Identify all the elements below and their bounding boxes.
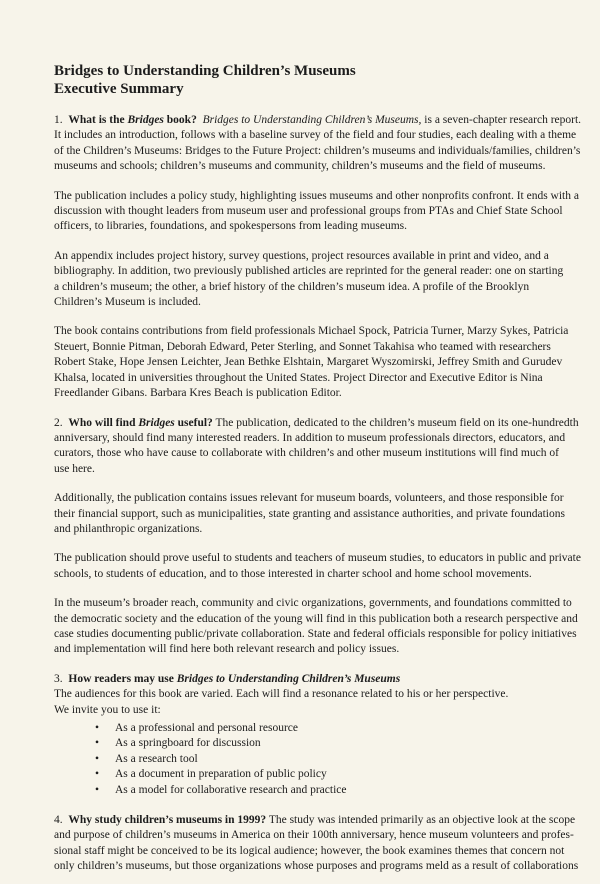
section-4-line-2: and purpose of children’s museums in America on their 100th anniversary, hence museum volunteers and profes-	[54, 829, 574, 842]
section-1-p3-line-2: bibliography. In addition, two previously published articles are reprinted for the general reader: one on starting	[54, 265, 564, 278]
list-item-text: As a research tool	[115, 752, 198, 765]
section-1-p4-line-2: Steuert, Bonnie Pitman, Deborah Edward, Peter Sterling, and Sonnet Takahisa who teamed with researchers	[54, 340, 551, 353]
document-content	[54, 62, 599, 875]
document-subtitle: Executive Summary	[54, 81, 184, 97]
section-1-p4-line-3: Robert Stake, Hope Jensen Leichter, Jean Bethke Elshtain, Margaret Wyszomirski, Jeffrey Smith and Gurudev	[54, 356, 563, 369]
section-2-p2-line-1: Additionally, the publication contains issues relevant for museum boards, volunteers, and those responsible for	[54, 492, 564, 505]
section-2-heading-part-b: Bridges	[138, 416, 175, 429]
section-2-p3-line-2: schools, to students of education, and to those interested in charter school and home school movements.	[54, 567, 532, 580]
section-1-p3-line-3: a children’s museum; the other, a brief history of the children’s museum idea. A profile of the Brooklyn	[54, 280, 530, 293]
section-1-p3-line-4: Children’s Museum is included.	[54, 296, 201, 309]
section-1-heading-part-a: What is the	[68, 114, 128, 126]
section-4-line-1	[54, 813, 599, 828]
list-item	[54, 767, 599, 782]
section-3-line-1: The audiences for this book are varied. Each will find a resonance related to his or her perspective.	[54, 688, 509, 701]
bullet-glyph: •	[95, 722, 100, 734]
section-2-heading-part-a: Who will find	[68, 416, 139, 429]
section-1-p2-line-1: The publication includes a policy study, highlighting issues museums and other nonprofits confront. It ends with a	[54, 189, 579, 202]
bullet-glyph: •	[95, 737, 100, 750]
section-2-paragraph-4	[54, 596, 599, 658]
section-2-line-1	[54, 416, 599, 431]
section-4-heading: Why study children’s museums in 1999?	[68, 814, 267, 827]
section-2-paragraph-1	[54, 416, 599, 478]
section-4-line-4: only children’s museums, but those organizations whose purposes and programs meld as a result of collaborations	[54, 860, 579, 873]
section-4-paragraph-1	[54, 813, 599, 875]
section-3-bullet-list	[54, 721, 599, 798]
list-item-text: As a professional and personal resource	[115, 722, 298, 734]
list-item-text: As a document in preparation of public policy	[115, 768, 327, 781]
section-2-p4-line-3: case studies documenting public/private collaboration. State and federal officials responsible for policy initiatives	[54, 627, 577, 640]
section-1-heading	[68, 114, 196, 126]
section-2-paragraph-3	[54, 551, 599, 582]
bullet-glyph: •	[95, 783, 100, 796]
section-1-p2-line-2: discussion with thought leaders from museum user and professional groups from PTAs and Chief State School	[54, 205, 563, 218]
list-item	[54, 783, 599, 798]
section-3-heading	[68, 673, 400, 685]
section-3-heading-part-a: How readers may use	[68, 672, 177, 685]
document-title: Bridges to Understanding Children’s Museums	[54, 63, 356, 79]
section-1-line-3: of the Children’s Museums: Bridges to the Future Project: children’s museums and individuals/families, children’s	[54, 144, 581, 157]
list-item	[54, 752, 599, 767]
bullet-glyph: •	[95, 752, 100, 765]
section-2-p2-line-3: and philanthropic organizations.	[54, 522, 203, 535]
section-1-line-2: It includes an introduction, follows with a baseline survey of the field and four studies, each dealing with a theme	[54, 129, 577, 142]
section-1-paragraph-3	[54, 249, 599, 311]
section-2-heading-part-c: useful?	[174, 416, 213, 429]
section-2-line-3: curators, those who have cause to collaborate with children’s and other museum institutions will find much of	[54, 447, 559, 460]
section-2-line-1-tail: The publication, dedicated to the children’s museum field on its one-hundredth	[212, 416, 579, 429]
section-2-p3-line-1: The publication should prove useful to students and teachers of museum studies, to educators in public and private	[54, 552, 581, 565]
section-2-line-4: use here.	[54, 462, 95, 475]
section-1-p4-line-5: Freedlander Gibans. Barbara Kres Beach is publication Editor.	[54, 387, 342, 400]
section-2-line-2: anniversary, should find many interested readers. In addition to museum professionals directors, educators, and	[54, 431, 566, 444]
section-4-line-1-tail: The study was intended primarily as an objective look at the scope	[266, 814, 576, 827]
section-3-intro	[54, 672, 599, 718]
section-1-heading-part-c: book?	[163, 114, 197, 126]
section-1-line-4: museums and schools; children’s museums and community, children’s museums and the field of museums.	[54, 160, 546, 173]
section-2-p2-line-2: their financial support, such as municipalities, state granting and assistance authorities, and private foundations	[54, 507, 565, 520]
section-1-number: 1.	[54, 114, 63, 126]
list-item-text: As a model for collaborative research and practice	[115, 783, 347, 796]
section-1-paragraph-1	[54, 113, 599, 175]
section-2-heading	[68, 417, 212, 429]
section-4-number: 4.	[54, 814, 63, 827]
bullet-glyph: •	[95, 768, 100, 781]
section-4-line-3: sional staff might be conceived to be its logical audience; however, the book examines themes that concern not	[54, 844, 565, 857]
section-1-p4-line-4: Khalsa, located in universities throughout the United States. Project Director and Executive Editor is Nina	[54, 371, 543, 384]
section-1-p3-line-1: An appendix includes project history, survey questions, project resources available in print and video, and a	[54, 249, 549, 262]
section-1-paragraph-4	[54, 324, 599, 401]
section-2-p4-line-2: the democratic society and the education of the young will find in this publication both a research perspective and	[54, 612, 578, 625]
section-1-p2-line-3: officers, to libraries, foundations, and spokespersons from leading museums.	[54, 220, 408, 233]
list-item	[54, 736, 599, 751]
list-item	[54, 721, 599, 736]
section-3-number: 3.	[54, 672, 63, 685]
section-2-p4-line-4: and implementation will find here both relevant research and policy issues.	[54, 643, 400, 656]
list-item-text: As a springboard for discussion	[115, 737, 261, 750]
section-1-heading-part-b: Bridges	[127, 114, 164, 126]
section-2-paragraph-2	[54, 491, 599, 537]
section-1-paragraph-2	[54, 189, 599, 235]
section-3-line-2: We invite you to use it:	[54, 703, 161, 716]
section-2-number: 2.	[54, 416, 63, 429]
section-3-heading-line	[54, 672, 599, 687]
section-3-heading-part-b: Bridges to Understanding Children’s Museums	[176, 672, 401, 685]
section-1-book-title: Bridges to Understanding Children’s Museums,	[202, 114, 422, 126]
section-1-line-1-tail: is a seven-chapter research report.	[421, 114, 582, 126]
section-2-p4-line-1: In the museum’s broader reach, community and civic organizations, governments, and foundations committed to	[54, 597, 572, 610]
section-1-p4-line-1: The book contains contributions from field professionals Michael Spock, Patricia Turner, Marzy Sykes, Patricia	[54, 325, 569, 338]
section-1-line-1	[54, 113, 599, 128]
